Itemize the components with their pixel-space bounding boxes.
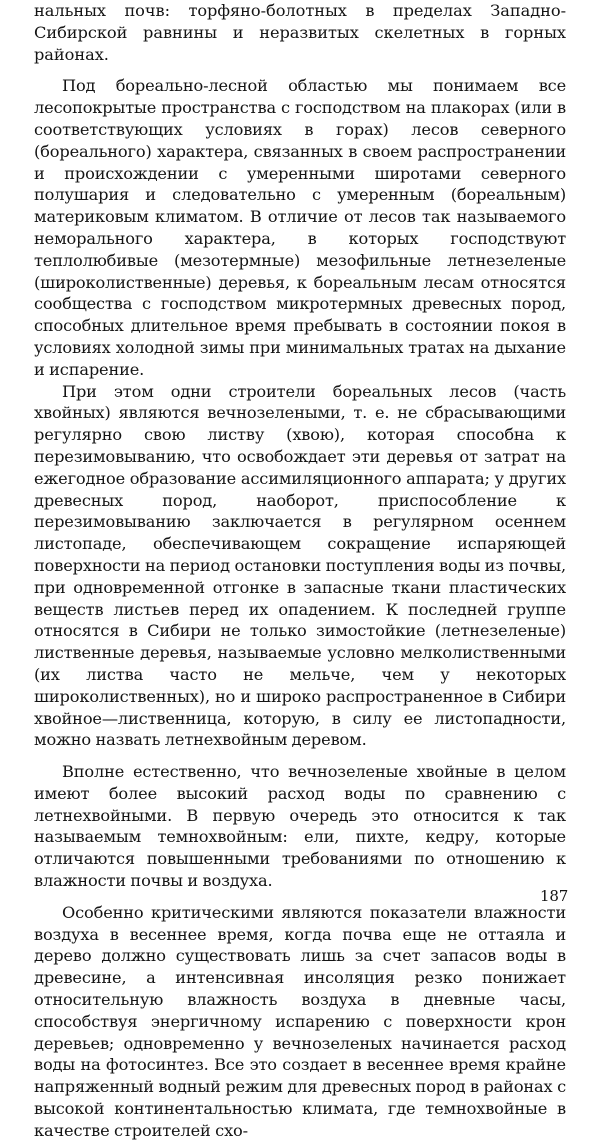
paragraph-boreal-definition: Под бореально-лесной областью мы понимаем все лесопокрытые пространства с господством на плакорах (или в соответствующих условиях в горах) лесов северного (бореального) характера, связанных в своем распространении и происхождении с умеренными широтами северного полушария и следовательно с умеренным (бореальным) материковым климатом. В отличие от лесов так называемого неморального характера, в которых господствуют теплолюбивые (мезотермные) мезофильные летнезеленые (широколиственные) деревья, к бореальным лесам относятся сообщества с господством микротермных древесных пород, способных длительное время пребывать в состоянии покоя в условиях холодной зимы при минимальных тратах на дыхание и испарение. bbox=[34, 76, 566, 379]
page-number: 187 bbox=[540, 887, 569, 905]
paragraph-evergreen-vs-deciduous: При этом одни строители бореальных лесов (часть хвойных) являются вечнозелеными, т. е. не сбрасывающими регулярно свою листву (хвою), которая способна к перезимовыванию, что освобождает эти деревья от затрат на ежегодное образование ассимиляционного аппарата; у других древесных пород, наоборот, приспособление к перезимовыванию заключается в регулярном осеннем листопаде, обеспечивающем сокращение испаряющей поверхности на период остановки поступления воды из почвы, при одновременной отгонке в запасные ткани пластических веществ листьев перед их опадением. К последней группе относятся в Сибири не только зимостойкие (летнезеленые) лиственные деревья, называемые условно мелколиственными (их листва часто не мельче, чем у некоторых широколиственных), но и широко распространенное в Сибири хвойное—лиственница, которую, в силу ее листопадности, можно назвать летнехвойным деревом. bbox=[34, 381, 566, 750]
paragraph-continuation: нальных почв: торфяно-болотных в пределах Западно-Сибирской равнины и неразвитых скелетных в горных районах. bbox=[34, 1, 566, 64]
paragraph-water-consumption: Вполне естественно, что вечнозеленые хвойные в целом имеют более высокий расход воды по сравнению с летнехвойными. В первую очередь это относится к так называемым темнохвойным: ели, пихте, кедру, которые отличаются повышенными требованиями по отношению к влажности почвы и воздуха. bbox=[34, 762, 566, 891]
paragraph-spring-humidity: Особенно критическими являются показатели влажности воздуха в весеннее время, когда почва еще не оттаяла и дерево должно существовать лишь за счет запасов воды в древесине, а интенсивная инсоляция резко понижает относительную влажность воздуха в дневные часы, способствуя энергичному испарению с поверхности крон деревьев; одновременно у вечнозеленых начинается расход воды на фотосинтез. Все это создает в весеннее время крайне напряженный водный режим для древесных пород в районах с высокой континентальностью климата, где темнохвойные в качестве строителей схо- bbox=[34, 902, 566, 1140]
document-page bbox=[34, 0, 569, 1140]
